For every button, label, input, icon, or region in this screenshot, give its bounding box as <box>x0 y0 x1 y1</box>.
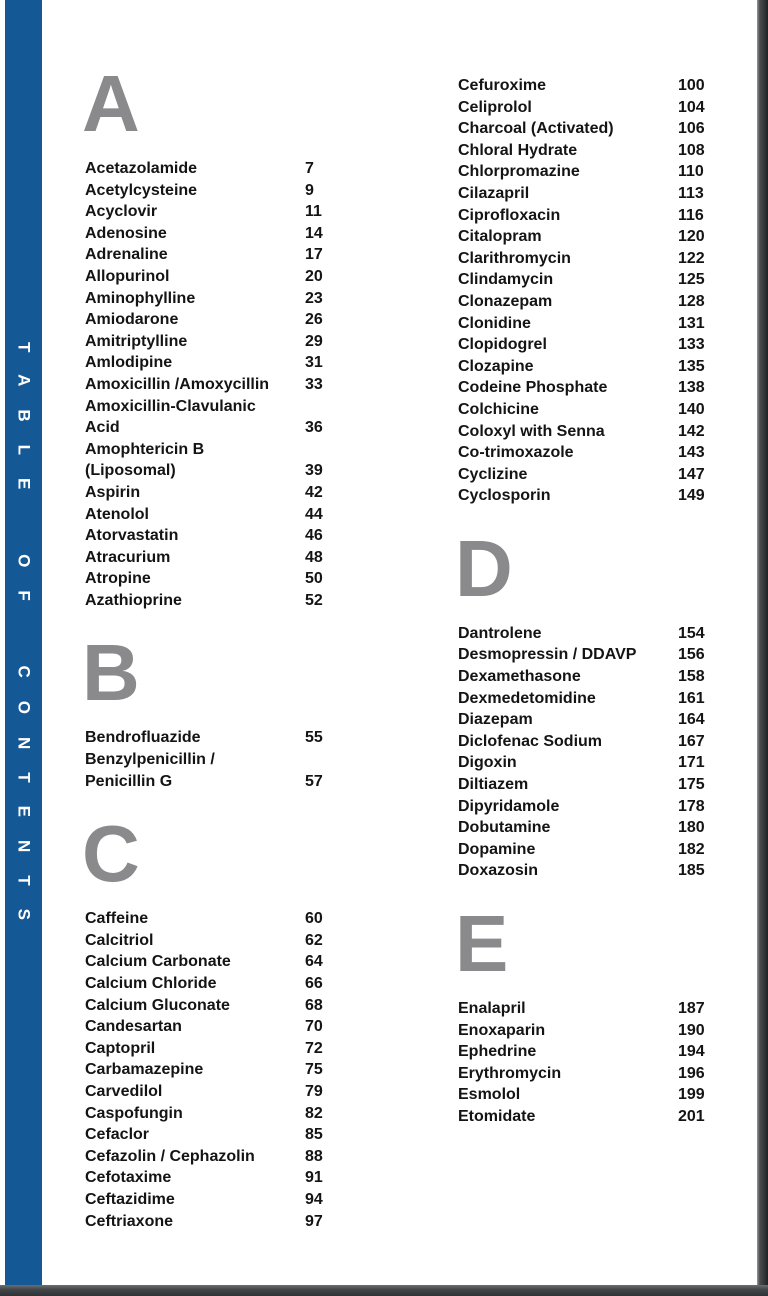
toc-entry[interactable] <box>458 118 730 140</box>
entry-name: Amoxicillin-Clavulanic <box>85 397 256 415</box>
entry-name: Chloral Hydrate <box>458 141 578 159</box>
entry-page: 135 <box>678 357 705 375</box>
entry-page: 7 <box>305 160 314 177</box>
entry-page: 55 <box>305 729 323 747</box>
entry-page: 161 <box>678 689 705 707</box>
entry-name: Cefaclor <box>85 1126 150 1144</box>
toc-entry[interactable] <box>85 771 357 793</box>
entry-name: Chlorpromazine <box>458 163 580 181</box>
entry-name: Acetylcysteine <box>85 181 198 199</box>
entry-page: 52 <box>305 591 323 609</box>
entry-name: Doxazosin <box>458 862 539 880</box>
entry-page: 171 <box>678 754 705 772</box>
entry-page: 79 <box>305 1083 323 1100</box>
toc-entry[interactable] <box>458 356 730 378</box>
toc-section-e <box>455 899 730 1128</box>
toc-entry[interactable] <box>85 590 357 612</box>
entry-page: 138 <box>678 379 705 397</box>
entry-name: Ceftriaxone <box>85 1212 174 1230</box>
entry-name: Esmolol <box>458 1086 521 1104</box>
entry-name: Diltiazem <box>458 776 529 794</box>
entry-page: 91 <box>305 1169 323 1187</box>
entry-page: 149 <box>678 487 705 505</box>
toc-entry[interactable] <box>458 1063 730 1085</box>
entry-page: 23 <box>305 289 323 307</box>
entry-name: Citalopram <box>458 228 542 246</box>
entry-name: Carvedilol <box>85 1083 163 1100</box>
entry-page: 70 <box>305 1018 323 1036</box>
entry-name: Cefuroxime <box>458 77 547 94</box>
toc-entry[interactable] <box>85 482 357 504</box>
toc-entry[interactable] <box>85 439 357 461</box>
entry-name: Dexmedetomidine <box>458 689 596 707</box>
entry-name: Atorvastatin <box>85 527 179 545</box>
entry-name: Caspofungin <box>85 1104 183 1122</box>
entry-name: Etomidate <box>458 1107 536 1125</box>
entry-page: 122 <box>678 249 705 267</box>
toc-entry[interactable] <box>85 352 357 374</box>
toc-entry[interactable] <box>458 839 730 861</box>
entry-name: Charcoal (Activated) <box>458 120 614 138</box>
entry-page: 196 <box>678 1064 705 1082</box>
entry-name: Adenosine <box>85 224 167 242</box>
entry-page: 116 <box>678 206 704 224</box>
entry-page: 14 <box>305 224 323 242</box>
entry-page: 108 <box>678 141 705 159</box>
toc-entry[interactable] <box>85 331 357 353</box>
entry-page: 46 <box>305 527 323 545</box>
entry-page: 42 <box>305 483 323 501</box>
toc-entry[interactable] <box>85 995 357 1017</box>
entry-page: 94 <box>305 1190 323 1208</box>
toc-entry[interactable] <box>458 1041 730 1063</box>
toc-entry[interactable] <box>85 288 357 310</box>
entry-name: Benzylpenicillin / <box>85 751 215 769</box>
entry-page: 158 <box>678 668 705 686</box>
section-letter: C <box>82 809 140 899</box>
entry-page: 62 <box>305 931 323 949</box>
toc-entry[interactable] <box>458 269 730 291</box>
toc-entry[interactable] <box>458 205 730 227</box>
toc-entry[interactable] <box>85 1146 357 1168</box>
entry-name: Atenolol <box>85 505 149 523</box>
entry-page: 26 <box>305 311 323 329</box>
entry-name: Captopril <box>85 1039 156 1057</box>
entry-name: Dipyridamole <box>458 797 560 815</box>
entry-name: Diazepam <box>458 711 533 729</box>
entry-page: 143 <box>678 444 705 462</box>
toc-entry[interactable] <box>458 334 730 356</box>
entry-name: Clonazepam <box>458 292 553 310</box>
toc-entry[interactable] <box>85 158 357 180</box>
toc-entry[interactable] <box>458 688 730 710</box>
viewer-edge-right <box>757 0 768 1296</box>
entry-name: Dexamethasone <box>458 668 581 686</box>
toc-entry[interactable] <box>85 1124 357 1146</box>
entry-name: Cyclizine <box>458 465 528 483</box>
entry-name: Acetazolamide <box>85 160 198 177</box>
entry-page: 68 <box>305 996 323 1014</box>
toc-entry[interactable] <box>458 666 730 688</box>
entry-name: Enalapril <box>458 1000 526 1017</box>
entry-name: Aminophylline <box>85 289 196 307</box>
toc-entry[interactable] <box>85 525 357 547</box>
entry-name: Azathioprine <box>85 591 182 609</box>
entry-name: Desmopressin / DDAVP <box>458 646 637 664</box>
toc-sidebar-label: TABLE OF CONTENTS <box>14 342 34 943</box>
entry-page: 178 <box>678 797 705 815</box>
toc-entry[interactable] <box>458 1106 730 1128</box>
toc-entry[interactable] <box>85 908 357 930</box>
entry-page: 20 <box>305 267 323 285</box>
entry-page: 85 <box>305 1126 323 1144</box>
entry-page: 9 <box>305 181 314 199</box>
entry-page: 156 <box>678 646 705 664</box>
entry-page: 120 <box>678 228 705 246</box>
toc-entry[interactable] <box>85 930 357 952</box>
toc-entry[interactable] <box>458 313 730 335</box>
entry-page: 57 <box>305 772 323 790</box>
toc-entry[interactable] <box>85 547 357 569</box>
section-letter: D <box>455 523 513 613</box>
entry-page: 147 <box>678 465 705 483</box>
toc-entry[interactable] <box>458 97 730 119</box>
toc-entry[interactable] <box>458 442 730 464</box>
toc-entry[interactable] <box>458 774 730 796</box>
toc-entry[interactable] <box>85 1189 357 1211</box>
toc-entry[interactable] <box>85 973 357 995</box>
entry-name: Colchicine <box>458 400 539 418</box>
entry-name: Allopurinol <box>85 267 170 285</box>
entry-name: Penicillin G <box>85 772 173 790</box>
entry-name: Amiodarone <box>85 311 179 329</box>
toc-entry[interactable] <box>85 223 357 245</box>
entry-name: Clopidogrel <box>458 336 547 354</box>
entry-name: Atropine <box>85 570 151 588</box>
toc-sidebar-bar <box>5 0 42 1285</box>
entry-page: 39 <box>305 462 323 480</box>
entry-name: Amophtericin B <box>85 440 205 458</box>
entry-page: 31 <box>305 354 323 372</box>
entry-page: 106 <box>678 120 705 138</box>
entry-name: Clonidine <box>458 314 531 332</box>
entry-name: Amoxicillin /Amoxycillin <box>85 375 270 393</box>
entry-name: Erythromycin <box>458 1064 562 1082</box>
toc-entry[interactable] <box>458 140 730 162</box>
toc-entry[interactable] <box>458 731 730 753</box>
entry-name: Diclofenac Sodium <box>458 732 603 750</box>
entry-page: 48 <box>305 548 323 566</box>
toc-entry[interactable] <box>85 749 357 771</box>
entry-page: 182 <box>678 840 705 858</box>
toc-entry[interactable] <box>85 951 357 973</box>
toc-section-continued <box>458 75 730 507</box>
entry-name: Dopamine <box>458 840 536 858</box>
entry-name: Co-trimoxazole <box>458 444 574 462</box>
entry-name: Calcium Carbonate <box>85 953 231 971</box>
entry-page: 33 <box>305 375 323 393</box>
toc-entry[interactable] <box>458 183 730 205</box>
toc-entry[interactable] <box>458 1020 730 1042</box>
entry-name: Acyclovir <box>85 203 158 221</box>
entry-page: 50 <box>305 570 323 588</box>
toc-entry[interactable] <box>85 180 357 202</box>
toc-entry[interactable] <box>85 1103 357 1125</box>
entry-name: Celiprolol <box>458 98 532 116</box>
toc-entry[interactable] <box>85 1038 357 1060</box>
entry-page: 185 <box>678 862 705 880</box>
entry-page: 194 <box>678 1043 705 1061</box>
toc-entry[interactable] <box>458 464 730 486</box>
toc-entry[interactable] <box>85 201 357 223</box>
toc-entry[interactable] <box>85 504 357 526</box>
toc-entry[interactable] <box>458 752 730 774</box>
entry-page: 64 <box>305 953 323 971</box>
entry-name: Carbamazepine <box>85 1061 204 1079</box>
entry-page: 75 <box>305 1061 323 1079</box>
entry-name: Caffeine <box>85 910 149 928</box>
toc-entry[interactable] <box>458 485 730 507</box>
entry-name: Aspirin <box>85 483 141 501</box>
section-letter: E <box>455 899 509 988</box>
entry-name: Adrenaline <box>85 246 168 264</box>
entry-page: 110 <box>678 163 704 181</box>
toc-entry[interactable] <box>85 244 357 266</box>
toc-entry[interactable] <box>458 421 730 443</box>
toc-entry[interactable] <box>458 291 730 313</box>
entry-name: Amitriptylline <box>85 332 188 350</box>
entry-page: 175 <box>678 776 705 794</box>
entry-name: Codeine Phosphate <box>458 379 608 397</box>
toc-section-c <box>82 809 357 1232</box>
toc-column-left <box>82 0 357 1232</box>
entry-page: 36 <box>305 419 323 437</box>
toc-entry[interactable] <box>458 377 730 399</box>
toc-entry[interactable] <box>85 727 357 749</box>
toc-entry[interactable] <box>85 1211 357 1233</box>
toc-column-right <box>455 0 730 1128</box>
entry-name: Clozapine <box>458 357 534 375</box>
toc-entry[interactable] <box>85 266 357 288</box>
entry-name: Calcium Chloride <box>85 975 217 993</box>
toc-entry[interactable] <box>85 1081 357 1103</box>
toc-entry[interactable] <box>458 796 730 818</box>
entry-page: 201 <box>678 1107 705 1125</box>
entry-page: 104 <box>678 98 705 116</box>
entry-name: Coloxyl with Senna <box>458 422 605 440</box>
entry-page: 82 <box>305 1104 323 1122</box>
entry-page: 113 <box>678 184 704 202</box>
entry-name: Cyclosporin <box>458 487 551 505</box>
entry-name: Atracurium <box>85 548 171 566</box>
entry-page: 60 <box>305 910 323 928</box>
toc-entry[interactable] <box>85 374 357 396</box>
toc-entry[interactable] <box>85 1167 357 1189</box>
entry-name: Ephedrine <box>458 1043 537 1061</box>
toc-section-a <box>82 59 357 611</box>
entry-name: Ceftazidime <box>85 1190 175 1208</box>
entry-page: 154 <box>678 624 705 642</box>
entry-page: 88 <box>305 1147 323 1165</box>
entry-name: Enoxaparin <box>458 1021 546 1039</box>
toc-entry[interactable] <box>458 998 730 1020</box>
toc-section-b <box>82 628 357 792</box>
entry-page: 180 <box>678 819 705 837</box>
entry-page: 66 <box>305 975 323 993</box>
entry-name: Cilazapril <box>458 184 530 202</box>
entry-page: 131 <box>678 314 705 332</box>
toc-entry[interactable] <box>458 75 730 97</box>
toc-entry[interactable] <box>85 1059 357 1081</box>
toc-entry[interactable] <box>85 460 357 482</box>
entry-name: Cefazolin / Cephazolin <box>85 1147 255 1165</box>
toc-entry[interactable] <box>458 709 730 731</box>
entry-page: 140 <box>678 400 705 418</box>
entry-name: Candesartan <box>85 1018 182 1036</box>
entry-page: 187 <box>678 1000 705 1017</box>
entry-page: 17 <box>305 246 323 264</box>
entry-name: Cefotaxime <box>85 1169 172 1187</box>
toc-entry[interactable] <box>85 568 357 590</box>
toc-entry[interactable] <box>458 399 730 421</box>
toc-entry[interactable] <box>458 248 730 270</box>
entry-page: 97 <box>305 1212 323 1230</box>
toc-entry[interactable] <box>458 226 730 248</box>
toc-entry[interactable] <box>85 1016 357 1038</box>
toc-entry[interactable] <box>458 860 730 882</box>
section-letter: A <box>82 59 140 148</box>
viewer-edge-bottom <box>0 1285 768 1296</box>
entry-name: Acid <box>85 419 120 437</box>
toc-entry[interactable] <box>85 309 357 331</box>
entry-page: 29 <box>305 332 323 350</box>
entry-name: Calcitriol <box>85 931 154 949</box>
toc-entry[interactable] <box>458 644 730 666</box>
entry-page: 190 <box>678 1021 705 1039</box>
entry-name: Dobutamine <box>458 819 551 837</box>
entry-page: 72 <box>305 1039 323 1057</box>
section-letter: B <box>82 628 140 718</box>
entry-name: Clarithromycin <box>458 249 571 267</box>
entry-name: Dantrolene <box>458 624 542 642</box>
entry-name: Calcium Gluconate <box>85 996 230 1014</box>
entry-page: 164 <box>678 711 705 729</box>
entry-page: 167 <box>678 732 705 750</box>
entry-page: 128 <box>678 292 705 310</box>
entry-name: Clindamycin <box>458 271 554 289</box>
entry-page: 199 <box>678 1086 705 1104</box>
toc-entry[interactable] <box>458 817 730 839</box>
entry-page: 133 <box>678 336 705 354</box>
entry-page: 142 <box>678 422 705 440</box>
entry-name: Bendrofluazide <box>85 729 201 747</box>
entry-name: (Liposomal) <box>85 462 176 480</box>
entry-page: 100 <box>678 77 705 94</box>
entry-page: 44 <box>305 505 323 523</box>
entry-name: Digoxin <box>458 754 517 772</box>
entry-name: Amlodipine <box>85 354 173 372</box>
toc-entry[interactable] <box>458 623 730 645</box>
toc-entry[interactable] <box>85 417 357 439</box>
entry-name: Ciprofloxacin <box>458 206 561 224</box>
toc-section-d <box>455 523 730 882</box>
entry-page: 125 <box>678 271 705 289</box>
toc-entry[interactable] <box>458 1084 730 1106</box>
toc-entry[interactable] <box>458 161 730 183</box>
entry-page: 11 <box>305 203 322 221</box>
toc-entry[interactable] <box>85 396 357 418</box>
